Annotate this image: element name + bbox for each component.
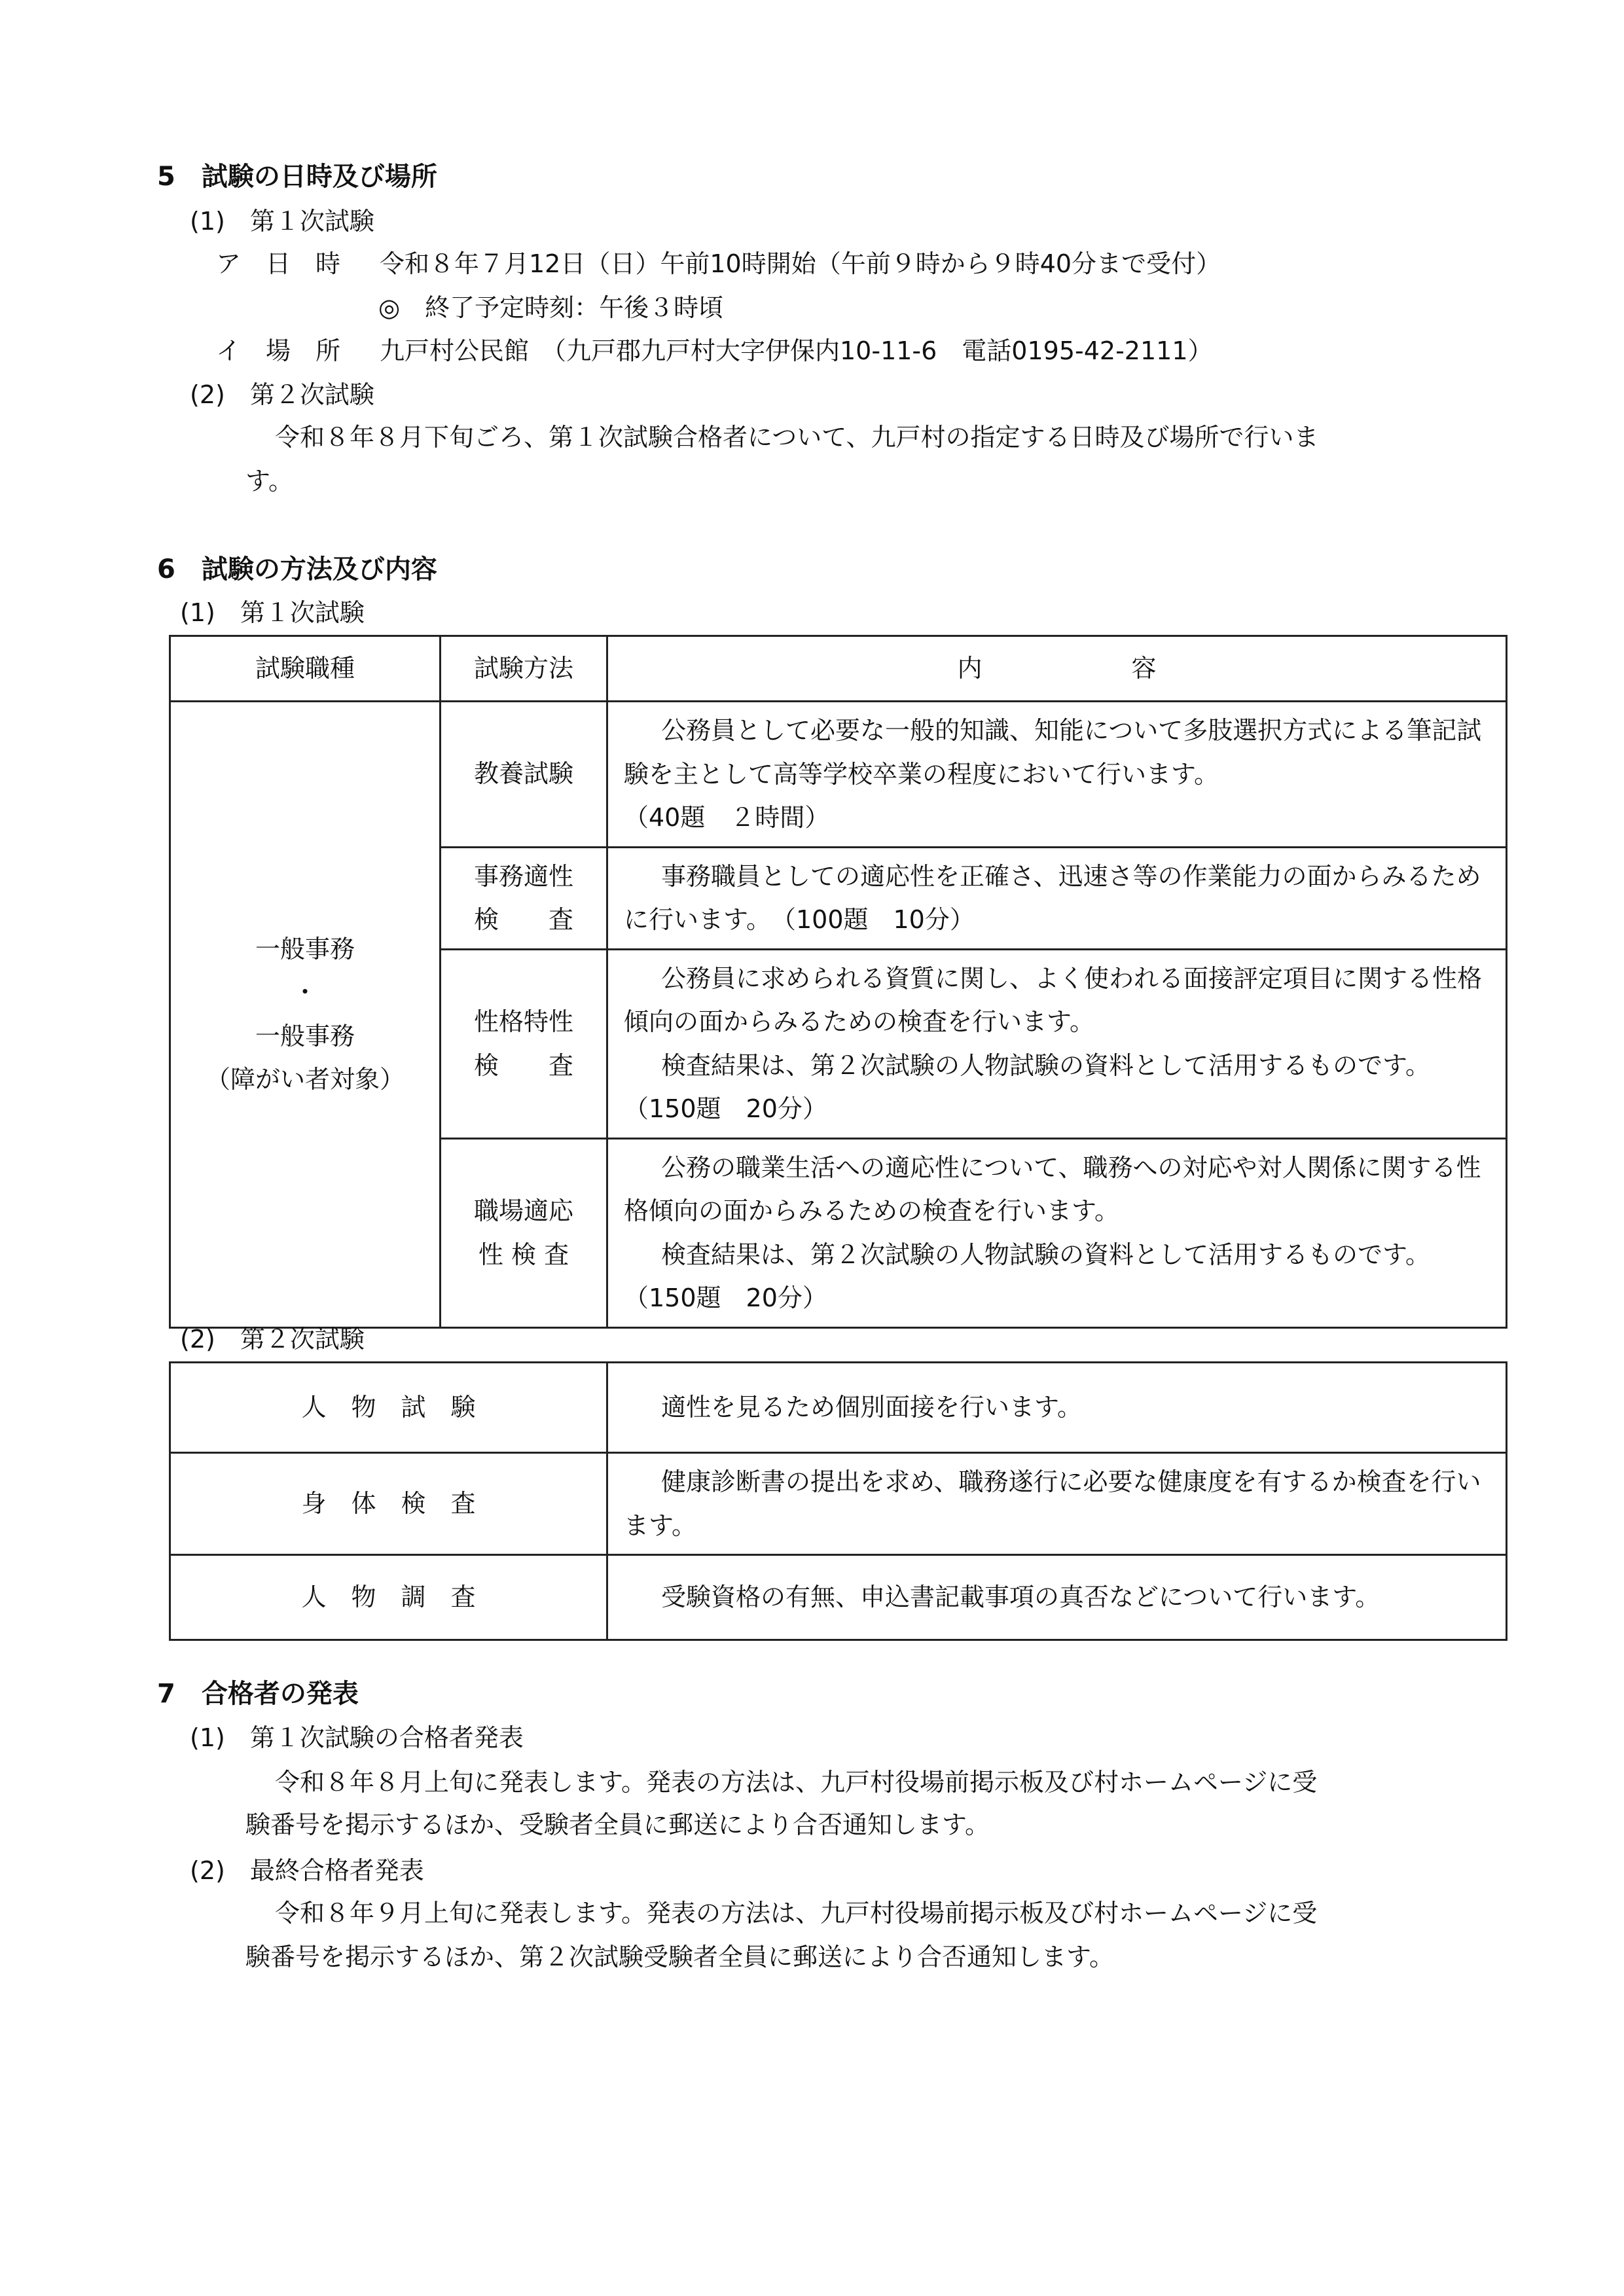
job-type-line3: （障がい者対象） [205,1065,405,1094]
first-exam-table [169,635,1507,1329]
section-7-title: 7 合格者の発表 [157,1679,359,1709]
section-6-title: 6 試験の方法及び内容 [157,554,437,584]
job-type-cell [170,702,441,1328]
content-text-2: 検査結果は、第２次試験の人物試験の資料として活用するものです。 [661,1050,1430,1080]
content-text-2: 検査結果は、第２次試験の人物試験の資料として活用するものです。 [661,1240,1430,1269]
content-text: 事務職員としての適応性を正確さ、迅速さ等の作業能力の面からみるために行います。 （100題 10分） [624,861,1481,934]
exam-content [607,1453,1507,1555]
section-6-sub2: (2) 第２次試験 [180,1325,365,1354]
content-text: 健康診断書の提出を求め、職務遂行に必要な健康度を有するか検査を行います。 [624,1467,1481,1540]
section-7-sub1: (1) 第１次試験の合格者発表 [190,1723,524,1752]
section-7-sub2: (2) 最終合格者発表 [190,1856,424,1885]
content-text: 公務員として必要な一般的知識、知能について多肢選択方式による筆記試験を主として高等学校卒業の程度において行います。 [624,716,1482,789]
method-line1: 教養試験 [473,759,573,789]
section-7-sub2-text-line1: 令和８年９月上旬に発表します。発表の方法は、九戸村役場前掲示板及び村ホームページに受 [275,1899,1318,1928]
section-7-sub1-text-line1: 令和８年８月上旬に発表します。発表の方法は、九戸村役場前掲示板及び村ホームページに受 [275,1768,1318,1797]
content-text: 公務の職業生活への適応性について、職務への対応や対人関係に関する性格傾向の面からみるための検査を行います。 [624,1153,1481,1225]
section-6-sub1: (1) 第１次試験 [180,598,365,627]
section-5-sub1: (1) 第１次試験 [190,207,374,236]
method-cell [441,847,607,949]
method-line1: 性格特性 [473,1007,573,1036]
content-note: （150題 20分） [624,1094,827,1123]
content-cell [607,702,1507,848]
section-5-sub2-text-line1: 令和８年８月下旬ごろ、第１次試験合格者について、九戸村の指定する日時及び場所で行いま [275,423,1319,452]
section-7-sub1-text-line2: 験番号を掲示するほか、受験者全員に郵送により合否通知します。 [245,1810,990,1839]
method-cell [441,1138,607,1327]
second-exam-table [169,1361,1507,1641]
content-text: 適性を見るため個別面接を行います。 [661,1393,1082,1422]
content-note: （40題 ２時間） [624,803,830,832]
table-row [170,1453,1507,1555]
method-line2: 性 検 査 [478,1240,569,1269]
header-method: 試験方法 [441,636,607,702]
exam-label: 人 物 調 査 [170,1555,607,1640]
end-time-note: ◎ 終了予定時刻：午後３時頃 [378,293,724,322]
job-type-line1: 一般事務 [255,934,355,963]
table-row [170,1363,1507,1453]
exam-label: 人 物 試 験 [170,1363,607,1453]
table-row [170,702,1507,848]
content-text: 受験資格の有無、申込書記載事項の真否などについて行います。 [661,1583,1380,1612]
table-row [170,1555,1507,1640]
exam-content [607,1555,1507,1640]
method-cell [441,702,607,848]
content-cell [607,847,1507,949]
job-type-line2: 一般事務 [255,1021,355,1050]
method-line1: 事務適性 [473,861,573,891]
section-5-sub2: (2) 第２次試験 [190,380,374,409]
content-cell [607,1138,1507,1327]
exam-label: 身 体 検 査 [170,1453,607,1555]
header-content: 内 容 [607,636,1507,702]
table-header-row [170,636,1507,702]
method-line2: 検 査 [473,1050,573,1080]
job-type-dot: ・ [292,978,317,1007]
place-value: 九戸村公民館 （九戸郡九戸村大字伊保内10-11-6 電話0195-42-2111） [380,336,1213,365]
date-label: ア 日 時 [216,249,341,278]
content-text: 公務員に求められる資質に関し、よく使われる面接評定項目に関する性格傾向の面からみるための検査を行います。 [624,963,1483,1036]
section-5-sub2-text-line2: す。 [245,467,293,495]
exam-content [607,1363,1507,1453]
header-job-type: 試験職種 [170,636,441,702]
method-line1: 職場適応 [473,1196,573,1225]
method-line2: 検 査 [473,905,573,934]
section-7-sub2-text-line2: 験番号を掲示するほか、第２次試験受験者全員に郵送により合否通知します。 [245,1943,1114,1971]
section-5-title: 5 試験の日時及び場所 [157,162,437,192]
content-note: （150題 20分） [624,1283,827,1312]
method-cell [441,949,607,1138]
date-value: 令和８年７月12日（日）午前10時開始（午前９時から９時40分まで受付） [380,249,1221,278]
content-cell [607,949,1507,1138]
place-label: イ 場 所 [216,336,341,365]
